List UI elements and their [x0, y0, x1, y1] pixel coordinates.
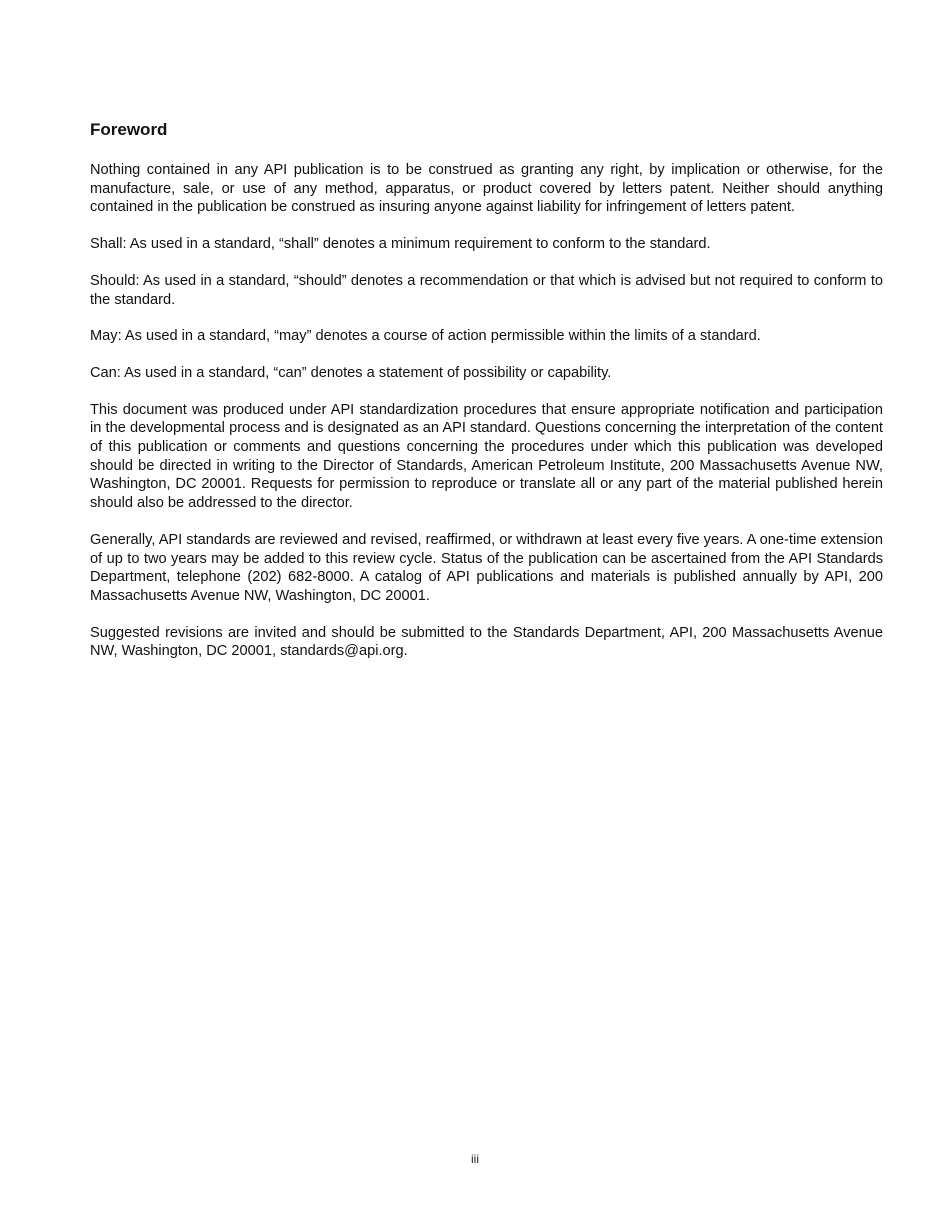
paragraph-review-cycle: Generally, API standards are reviewed and revised, reaffirmed, or withdrawn at least every five years. A one-time extension of up to two years may be added to this review cycle. Status of the publication can be ascertained from the API Standards Department, telephone (202) 682-8000. A catalog of API publications and materials is published annually by API, 200 Massachusetts Avenue NW, Washington, DC 20001.	[90, 531, 883, 604]
paragraph-should-definition: Should: As used in a standard, “should” denotes a recommendation or that which is advised but not required to conform to the standard.	[90, 272, 883, 308]
paragraph-shall-definition: Shall: As used in a standard, “shall” denotes a minimum requirement to conform to the standard.	[90, 236, 711, 253]
page-number: iii	[471, 1152, 479, 1166]
paragraph-patent-disclaimer: Nothing contained in any API publication is to be construed as granting any right, by implication or otherwise, for the manufacture, sale, or use of any method, apparatus, or product covered by letters patent. Neither should anything contained in the publication be construed as insuring anyone against liability for infringement of letters patent.	[90, 162, 883, 216]
paragraph-suggested-revisions: Suggested revisions are invited and should be submitted to the Standards Department, API, 200 Massachusetts Avenue NW, Washington, DC 20001, standards@api.org.	[90, 624, 883, 660]
foreword-section	[90, 118, 883, 679]
paragraph-can-definition: Can: As used in a standard, “can” denotes a statement of possibility or capability.	[90, 364, 612, 381]
paragraph-standardization-procedures: This document was produced under API standardization procedures that ensure appropriate notification and participation in the developmental process and is designated as an API standard. Questions concerning the interpretation of the content of this publication or comments and questions concerning the procedures under which this publication was developed should be directed in writing to the Director of Standards, American Petroleum Institute, 200 Massachusetts Avenue NW, Washington, DC 20001. Requests for permission to reproduce or translate all or any part of the material published herein should also be addressed to the director.	[90, 401, 883, 512]
page-title: Foreword	[90, 120, 168, 139]
paragraph-may-definition: May: As used in a standard, “may” denotes a course of action permissible within the limits of a standard.	[90, 328, 761, 345]
